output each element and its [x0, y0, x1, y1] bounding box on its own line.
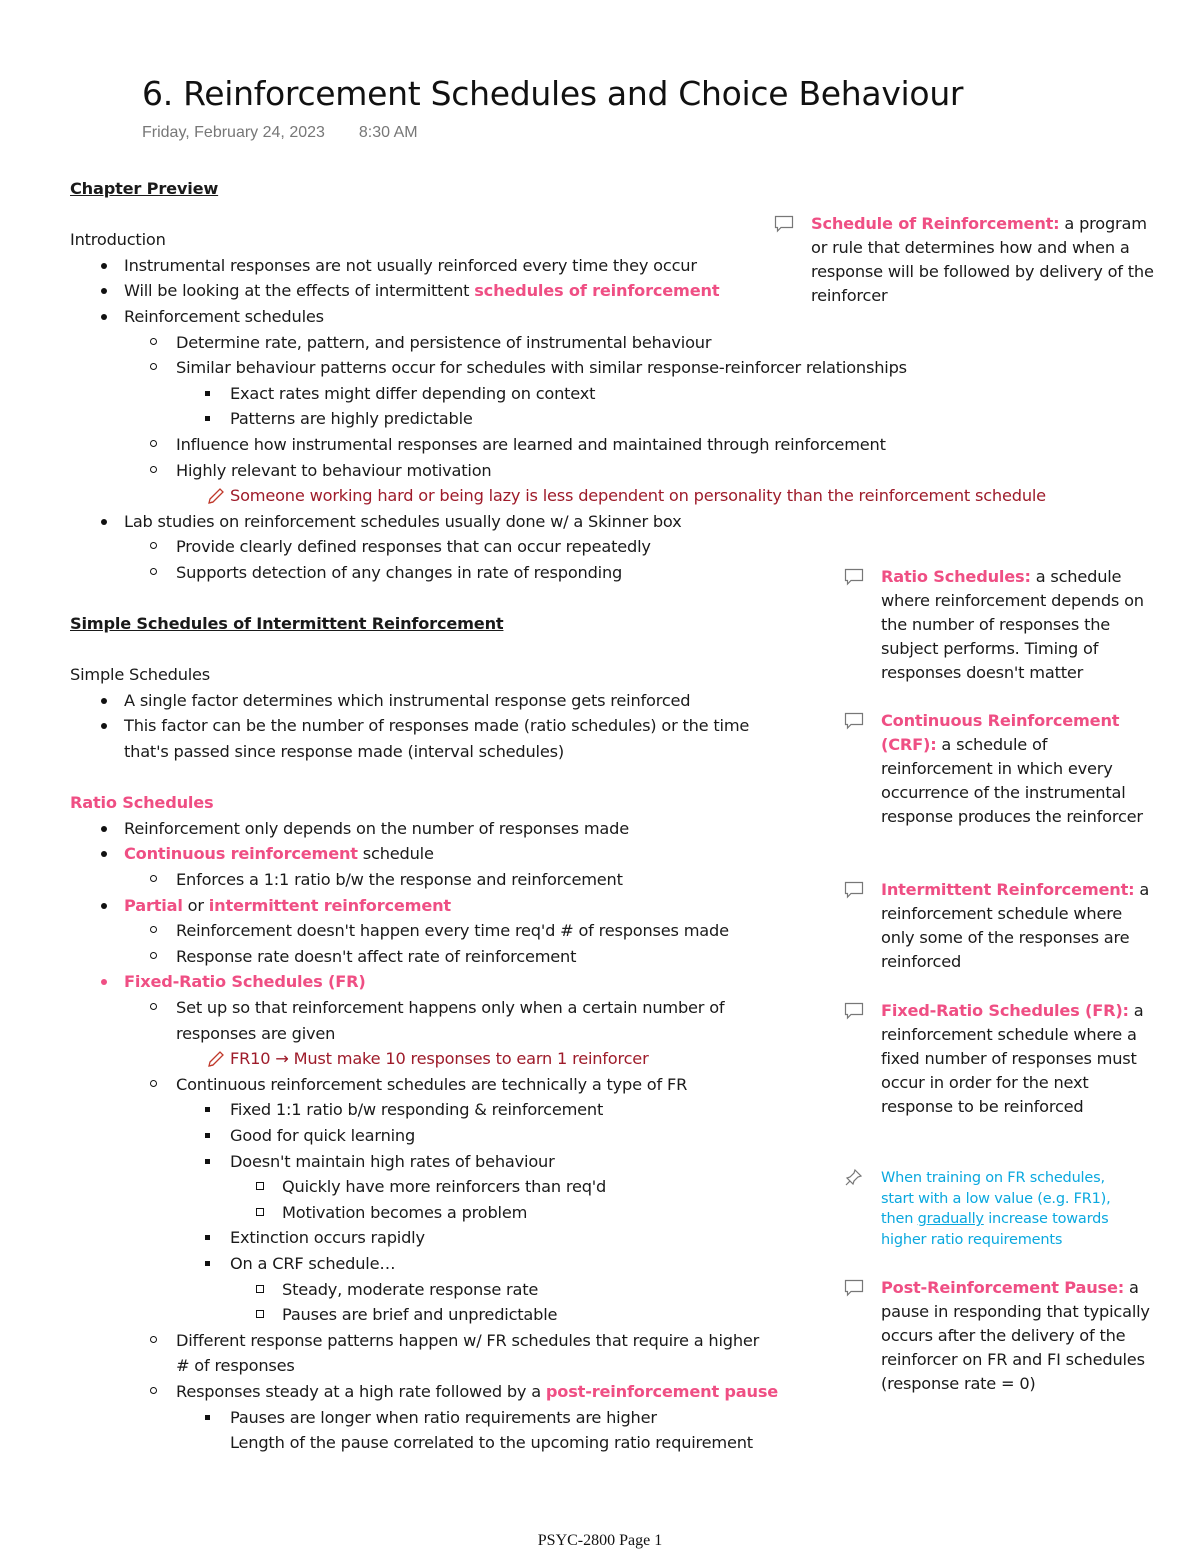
comment-icon [844, 712, 864, 730]
list-item: Reinforcement schedules [70, 304, 830, 330]
comment-icon [844, 1002, 864, 1020]
comment-icon [844, 568, 864, 586]
bullet-square [205, 391, 210, 396]
page-title: 6. Reinforcement Schedules and Choice Behaviour [142, 74, 964, 113]
comment-icon [774, 215, 794, 233]
list-item: On a CRF schedule… [70, 1251, 830, 1277]
list-item: Lab studies on reinforcement schedules usually done w/ a Skinner box [70, 509, 830, 535]
bullet-square [205, 416, 210, 421]
simple-schedules-heading: Simple Schedules of Intermittent Reinforcement [70, 614, 504, 634]
pen-note: FR10 → Must make 10 responses to earn 1 reinforcer [70, 1046, 830, 1072]
definition-note: Ratio Schedules: a schedule where reinforcement depends on the number of responses the subject performs. Timing of responses doesn't matter [881, 565, 1156, 685]
list-item: Different response patterns happen w/ FR schedules that require a higher [70, 1328, 830, 1354]
list-item: Provide clearly defined responses that can occur repeatedly [70, 534, 830, 560]
list-item: Motivation becomes a problem [70, 1200, 830, 1226]
list-item: Extinction occurs rapidly [70, 1225, 830, 1251]
bullet-circle [150, 1003, 157, 1010]
list-item: Quickly have more reinforcers than req'd [70, 1174, 830, 1200]
bullet-circle [150, 440, 157, 447]
bullet-dot [101, 903, 107, 909]
list-item-continuation: that's passed since response made (interval schedules) [124, 742, 564, 762]
list-item: Will be looking at the effects of intermittent schedules of reinforcement [70, 278, 830, 304]
bullet-circle [150, 875, 157, 882]
bullet-circle [150, 1080, 157, 1087]
simple-schedules-label: Simple Schedules [70, 665, 211, 685]
list-item: Response rate doesn't affect rate of reinforcement [70, 944, 830, 970]
introduction-label: Introduction [70, 230, 166, 250]
list-item: Enforces a 1:1 ratio b/w the response and reinforcement [70, 867, 830, 893]
bullet-dot [101, 288, 107, 294]
pin-icon [844, 1168, 864, 1186]
term-highlight: Fixed-Ratio Schedules (FR) [124, 972, 366, 992]
chapter-preview-heading: Chapter Preview [70, 179, 219, 198]
list-item: Partial or intermittent reinforcement [70, 893, 830, 919]
bullet-square [205, 1415, 210, 1420]
list-item: Responses steady at a high rate followed by a post-reinforcement pause [70, 1379, 830, 1405]
bullet-circle [150, 466, 157, 473]
bullet-dot [101, 263, 107, 269]
list-item: Set up so that reinforcement happens only when a certain number of [70, 995, 830, 1021]
term-highlight: Continuous reinforcement [124, 844, 358, 864]
list-item: Patterns are highly predictable [70, 406, 830, 432]
list-item-continuation: # of responses [176, 1356, 295, 1376]
term-highlight: post-reinforcement pause [545, 1381, 779, 1401]
term-highlight: Partial [124, 895, 183, 915]
pencil-icon [206, 1050, 226, 1068]
list-item: Determine rate, pattern, and persistence of instrumental behaviour [70, 330, 830, 356]
pen-note: Someone working hard or being lazy is less dependent on personality than the reinforcement schedule [70, 483, 830, 509]
bullet-circle [150, 568, 157, 575]
definition-note: Schedule of Reinforcement: a program or rule that determines how and when a response will be followed by delivery of the reinforcer [811, 212, 1156, 308]
page-footer: PSYC-2800 Page 1 [537, 1532, 663, 1549]
list-item: Supports detection of any changes in rate of responding [70, 560, 830, 586]
bullet-circle [150, 1336, 157, 1343]
bullet-dot [101, 698, 107, 704]
list-item: Exact rates might differ depending on context [70, 381, 830, 407]
bullet-box [256, 1285, 264, 1293]
list-item: Doesn't maintain high rates of behaviour [70, 1149, 830, 1175]
bullet-circle [150, 1387, 157, 1394]
bullet-dot [101, 723, 107, 729]
bullet-square [205, 1235, 210, 1240]
list-item: Similar behaviour patterns occur for schedules with similar response-reinforcer relationships [70, 355, 830, 381]
tip-note: When training on FR schedules, start with a low value (e.g. FR1), then gradually increase towards higher ratio requirements [881, 1168, 1136, 1250]
list-item [70, 969, 830, 995]
comment-icon [844, 881, 864, 899]
list-item: Reinforcement doesn't happen every time req'd # of responses made [70, 918, 830, 944]
term-highlight: intermittent reinforcement [208, 895, 451, 915]
bullet-circle [150, 363, 157, 370]
list-item: This factor can be the number of responses made (ratio schedules) or the time [70, 713, 830, 739]
list-item: Pauses are brief and unpredictable [70, 1302, 830, 1328]
page-date: Friday, February 24, 2023 [142, 124, 325, 141]
bullet-box [256, 1310, 264, 1318]
list-item: Steady, moderate response rate [70, 1277, 830, 1303]
definition-note: Continuous Reinforcement (CRF): a schedule of reinforcement in which every occurrence of the instrumental response produces the reinforcer [881, 709, 1151, 829]
list-item: A single factor determines which instrumental response gets reinforced [70, 688, 830, 714]
definition-note: Fixed-Ratio Schedules (FR): a reinforcement schedule where a fixed number of responses must occur in order for the next response to be reinforced [881, 999, 1156, 1119]
list-item: Continuous reinforcement schedules are technically a type of FR [70, 1072, 830, 1098]
list-item: Highly relevant to behaviour motivation [70, 458, 830, 484]
bullet-dot [101, 519, 107, 525]
bullet-square [205, 1107, 210, 1112]
list-item-continuation: responses are given [176, 1023, 336, 1043]
list-item: Continuous reinforcement schedule [70, 841, 830, 867]
list-item: Good for quick learning [70, 1123, 830, 1149]
bullet-circle [150, 926, 157, 933]
bullet-box [256, 1182, 264, 1190]
list-item: Reinforcement only depends on the number of responses made [70, 816, 830, 842]
ratio-schedules-heading: Ratio Schedules [70, 793, 214, 813]
bullet-square [205, 1133, 210, 1138]
list-item: Instrumental responses are not usually reinforced every time they occur [70, 253, 830, 279]
page-datetime [142, 124, 418, 142]
definition-note: Post-Reinforcement Pause: a pause in responding that typically occurs after the delivery of the reinforcer on FR and FI schedules (response rate = 0) [881, 1276, 1151, 1396]
pencil-icon [206, 487, 226, 505]
bullet-box [256, 1208, 264, 1216]
bullet-circle [150, 952, 157, 959]
comment-icon [844, 1279, 864, 1297]
page-time: 8:30 AM [358, 124, 418, 141]
bullet-dot [101, 979, 107, 985]
list-item-continuation: Length of the pause correlated to the upcoming ratio requirement [230, 1433, 753, 1453]
definition-note: Intermittent Reinforcement: a reinforcement schedule where only some of the responses are reinforced [881, 878, 1151, 974]
bullet-circle [150, 542, 157, 549]
term-highlight: schedules of reinforcement [474, 281, 720, 301]
list-item: Pauses are longer when ratio requirements are higher [70, 1405, 830, 1431]
bullet-circle [150, 338, 157, 345]
bullet-dot [101, 826, 107, 832]
list-item: Fixed 1:1 ratio b/w responding & reinforcement [70, 1097, 830, 1123]
list-item: Influence how instrumental responses are learned and maintained through reinforcement [70, 432, 830, 458]
bullet-square [205, 1159, 210, 1164]
bullet-square [205, 1261, 210, 1266]
bullet-dot [101, 851, 107, 857]
bullet-dot [101, 314, 107, 320]
